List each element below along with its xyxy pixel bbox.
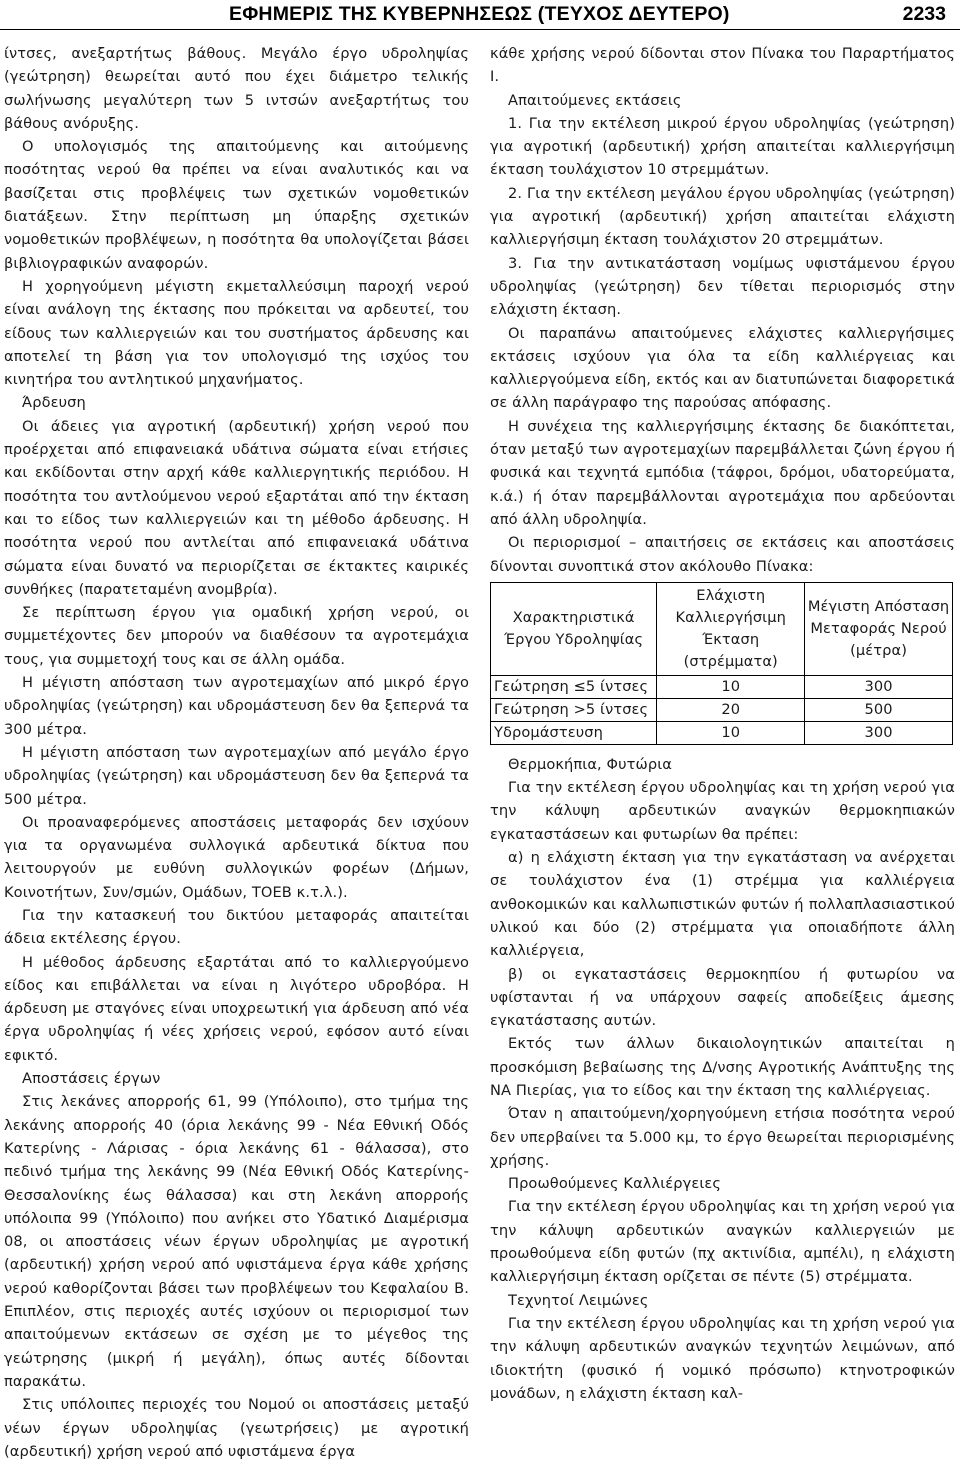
table-cell: Γεώτρηση ≤5 ίντσες [491, 675, 657, 698]
section-heading-irrigation: Άρδευση [22, 394, 86, 412]
paragraph: Οι περιορισμοί – απαιτήσεις σε εκτάσεις και αποστάσεις δίνονται συνοπτικά στον ακόλουθο Πίνακα: [490, 534, 955, 575]
right-column [490, 42, 955, 1405]
paragraph: Στις λεκάνες απορροής 61, 99 (Υπόλοιπο), στο τμήμα της λεκάνης απορροής 40 (όρια λεκάνης 99 - Νέα Εθνική Οδός Κατερίνης - Λάρισας - όρια λεκάνης 61 - θάλασσα), στο πεδινό τμήμα της λεκάνης 99 (Νέα Εθνική Οδός Κατερίνης-Θεσσαλονίκης έως θάλασσα) και στη λεκάνη απορροής υπόλοιπα 99 (Υπόλοιπο) που ανήκει στο Υδατικό Διαμέρισμα 08, οι αποστάσεις νέων έργων υδροληψίας με αγροτική (αρδευτική) χρήση νερού από υφιστάμενα έργα κάθε χρήσης νερού καθορίζονται βάσει των προβλέψεων του Κεφαλαίου Β. Επιπλέον, στις περιοχές αυτές ισχύουν οι περιορισμοί των απαιτούμενων εκτάσεων σε σχέση με το μέγεθος της γεώτρησης (μικρή ή μεγάλη), όπως αυτές δίδονται παρακάτω. [4, 1093, 469, 1390]
paragraph: Στις υπόλοιπες περιοχές του Νομού οι αποστάσεις μεταξύ νέων έργων υδροληψίας (γεωτρήσεις) με αγροτική (αρδευτική) χρήση νερού από υφιστάμενα έργα [4, 1396, 469, 1460]
section-heading-artificial-meadows: Τεχνητοί Λειμώνες [508, 1291, 649, 1309]
paragraph: κάθε χρήσης νερού δίδονται στον Πίνακα του Παραρτήματος Ι. [490, 45, 955, 86]
page-number: 2233 [902, 3, 946, 25]
paragraph: Σε περίπτωση έργου για ομαδική χρήση νερού, οι συμμετέχοντες δεν μπορούν να διαθέσουν τα αγροτεμάχια τους, για συμμετοχή τους και σε άλλη ομάδα. [4, 604, 469, 668]
paragraph: α) η ελάχιστη έκταση για την εγκατάσταση να ανέρχεται σε τουλάχιστον ένα (1) στρέμμα για καλλιέργεια ανθοκομικών και καλλωπιστικών φυτών ή πολλαπλασιαστικού υλικού και δύο (2) στρέμματα για οποιαδήποτε άλλη καλλιέργεια, [490, 849, 955, 960]
paragraph: Για την εκτέλεση έργου υδροληψίας και τη χρήση νερού για την κάλυψη αρδευτικών αναγκών τεχνητών λειμώνων, από ιδιοκτήτη (φυσικό ή νομικό πρόσωπο) κτηνοτροφικών μονάδων, η ελάχιστη έκταση καλ- [490, 1314, 955, 1402]
table-cell: Γεώτρηση >5 ίντσες [491, 698, 657, 721]
table-header-cell: Ελάχιστη Καλλιεργήσιμη Έκταση (στρέμματα) [657, 582, 805, 675]
table-header-row [491, 582, 953, 675]
paragraph: Εκτός των άλλων δικαιολογητικών απαιτείται η προσκόμιση βεβαίωσης της Δ/νσης Αγροτικής Ανάπτυξης της ΝΑ Πιερίας, για το είδος και την έκταση της καλλιέργειας. [490, 1035, 955, 1099]
paragraph: Για την εκτέλεση έργου υδροληψίας και τη χρήση νερού για την κάλυψη αρδευτικών αναγκών καλλιεργειών με προωθούμενα είδη φυτών (πχ ακτινίδια, αμπέλι), η ελάχιστη καλλιεργήσιμη έκταση ορίζεται σε πέντε (5) στρέμματα. [490, 1198, 955, 1286]
paragraph: Οι παραπάνω απαιτούμενες ελάχιστες καλλιεργήσιμες εκτάσεις ισχύουν για όλα τα είδη καλλιέργειας και καλλιεργούμενα είδη, εκτός και αν διατυπώνεται διαφορετικά σε άλλη παράγραφο της παρούσας απόφασης. [490, 324, 955, 412]
paragraph: Για την κατασκευή του δικτύου μεταφοράς απαιτείται άδεια εκτέλεσης έργου. [4, 906, 469, 948]
section-heading-required-areas: Απαιτούμενες εκτάσεις [508, 91, 682, 109]
paragraph: Οι προαναφερόμενες αποστάσεις μεταφοράς δεν ισχύουν για τα οργανωμένα συλλογικά αρδευτικά δίκτυα που λειτουργούν με ευθύνη συλλογικών φορέων (Δήμων, Κοινοτήτων, Συν/σμών, Ομάδων, ΤΟΕΒ κ.τ.λ.). [4, 813, 469, 901]
table-row [491, 698, 953, 721]
table-cell: 300 [805, 721, 953, 744]
gazette-title: ΕΦΗΜΕΡΙΣ ΤΗΣ ΚΥΒΕΡΝΗΣΕΩΣ (ΤΕΥΧΟΣ ΔΕΥΤΕΡΟ) [229, 3, 730, 25]
paragraph: Οι άδειες για αγροτική (αρδευτική) χρήση νερού που προέρχεται από επιφανειακά υδάτινα σώματα είναι ετήσιες και εκδίδονται στην αρχή κάθε καλλιεργητικής περιόδου. Η ποσότητα του αντλούμενου νερού εξαρτάται από την έκταση και το είδος των καλλιεργειών και τη μέθοδο άρδευσης. Η ποσότητα νερού που αντλείται από επιφανειακά υδάτινα σώματα είναι δυνατό να περιορίζεται σε έκτακτες καιρικές συνθήκες (παρατεταμένη ανομβρία). [4, 417, 469, 598]
left-column [4, 42, 469, 1463]
table-row [491, 721, 953, 744]
page-header [0, 0, 960, 30]
paragraph: Η χορηγούμενη μέγιστη εκμεταλλεύσιμη παροχή νερού είναι ανάλογη της έκτασης που πρόκειται να αρδευτεί, του είδους των καλλιεργειών και του συστήματος άρδευσης και αποτελεί τη βάση για τον υπολογισμό της ισχύος του κινητήρα του αντλητικού μηχανήματος. [4, 277, 469, 389]
table-cell: 10 [657, 721, 805, 744]
paragraph: Η μέθοδος άρδευσης εξαρτάται από το καλλιεργούμενο είδος και επιβάλλεται να είναι η λιγότερο υδροβόρα. Η άρδευση με σταγόνες είναι υποχρεωτική για άρδευση από νέα έργα υδροληψίας ή νέες χρήσεις νερού, εφόσον αυτό είναι εφικτό. [4, 953, 469, 1064]
paragraph: β) οι εγκαταστάσεις θερμοκηπίου ή φυτωρίου να υφίστανται ή να υπάρχουν σαφείς αποδείξεις άμεσης εγκατάστασης αυτών. [490, 965, 955, 1030]
paragraph: 1. Για την εκτέλεση μικρού έργου υδροληψίας (γεώτρηση) για αγροτική (αρδευτική) χρήση απαιτείται καλλιεργήσιμη έκταση τουλάχιστον 10 στρεμμάτων. [490, 114, 955, 179]
paragraph: 3. Για την αντικατάσταση νομίμως υφιστάμενου έργου υδροληψίας (γεώτρηση) δεν τίθεται περιορισμός στην ελάχιστη έκταση. [490, 254, 955, 319]
paragraph: Ο υπολογισμός της απαιτούμενης και αιτούμενης ποσότητας νερού θα πρέπει να είναι αναλυτικός και να βασίζεται στις προβλέψεις των σχετικών νομοθετικών διατάξεων. Στην περίπτωση μη ύπαρξης σχετικών νομοθετικών προβλέψεων, η ποσότητα θα υπολογίζεται βάσει βιβλιογραφικών αναφορών. [4, 138, 469, 272]
paragraph: Η μέγιστη απόσταση των αγροτεμαχίων από μεγάλο έργο υδροληψίας (γεώτρηση) και υδρομάστευση δεν θα ξεπερνά τα 500 μέτρα. [4, 743, 469, 808]
table-cell: 20 [657, 698, 805, 721]
section-heading-greenhouses: Θερμοκήπια, Φυτώρια [508, 755, 672, 773]
paragraph: Για την εκτέλεση έργου υδροληψίας και τη χρήση νερού για την κάλυψη αρδευτικών αναγκών θερμοκηπιακών εγκαταστάσεων και φυτωρίων θα πρέπει: [490, 779, 955, 843]
requirements-table [490, 582, 953, 745]
table-cell: 500 [805, 698, 953, 721]
paragraph: Η μέγιστη απόσταση των αγροτεμαχίων από μικρό έργο υδροληψίας (γεώτρηση) και υδρομάστευση δεν θα ξεπερνά τα 300 μέτρα. [4, 674, 469, 738]
table-header-cell: Μέγιστη Απόσταση Μεταφοράς Νερού (μέτρα) [805, 582, 953, 675]
paragraph: Η συνέχεια της καλλιεργήσιμης έκτασης δε διακόπτεται, όταν μεταξύ των αγροτεμαχίων παρεμβάλλεται ζώνη έργου ή φυσικά και τεχνητά εμπόδια (τάφροι, δρόμοι, υδατορεύματα, κ.ά.) ή όταν παρεμβάλλονται αγροτεμάχια που αρδεύονται από άλλη υδροληψία. [490, 417, 955, 528]
section-heading-promoted-crops: Προωθούμενες Καλλιέργειες [508, 1175, 722, 1193]
section-heading-distances: Αποστάσεις έργων [22, 1070, 161, 1088]
paragraph: Όταν η απαιτούμενη/χορηγούμενη ετήσια ποσότητα νερού δεν υπερβαίνει τα 5.000 κμ, το έργο θεωρείται περιορισμένης χρήσης. [490, 1105, 955, 1169]
table-cell: 300 [805, 675, 953, 698]
table-header-cell: Χαρακτηριστικά Έργου Υδροληψίας [491, 582, 657, 675]
paragraph: 2. Για την εκτέλεση μεγάλου έργου υδροληψίας (γεώτρηση) για αγροτική (αρδευτική) χρήση απαιτείται ελάχιστη καλλιεργήσιμη έκταση τουλάχιστον 20 στρεμμάτων. [490, 184, 955, 249]
table-cell: 10 [657, 675, 805, 698]
table-row [491, 675, 953, 698]
paragraph: ίντσες, ανεξαρτήτως βάθους. Μεγάλο έργο υδροληψίας (γεώτρηση) θεωρείται αυτό που έχει διάμετρο τελικής σωλήνωσης μεγαλύτερη των 5 ιντσών ανεξαρτήτως του βάθους ανόρυξης. [4, 45, 469, 132]
table-cell: Υδρομάστευση [491, 721, 657, 744]
